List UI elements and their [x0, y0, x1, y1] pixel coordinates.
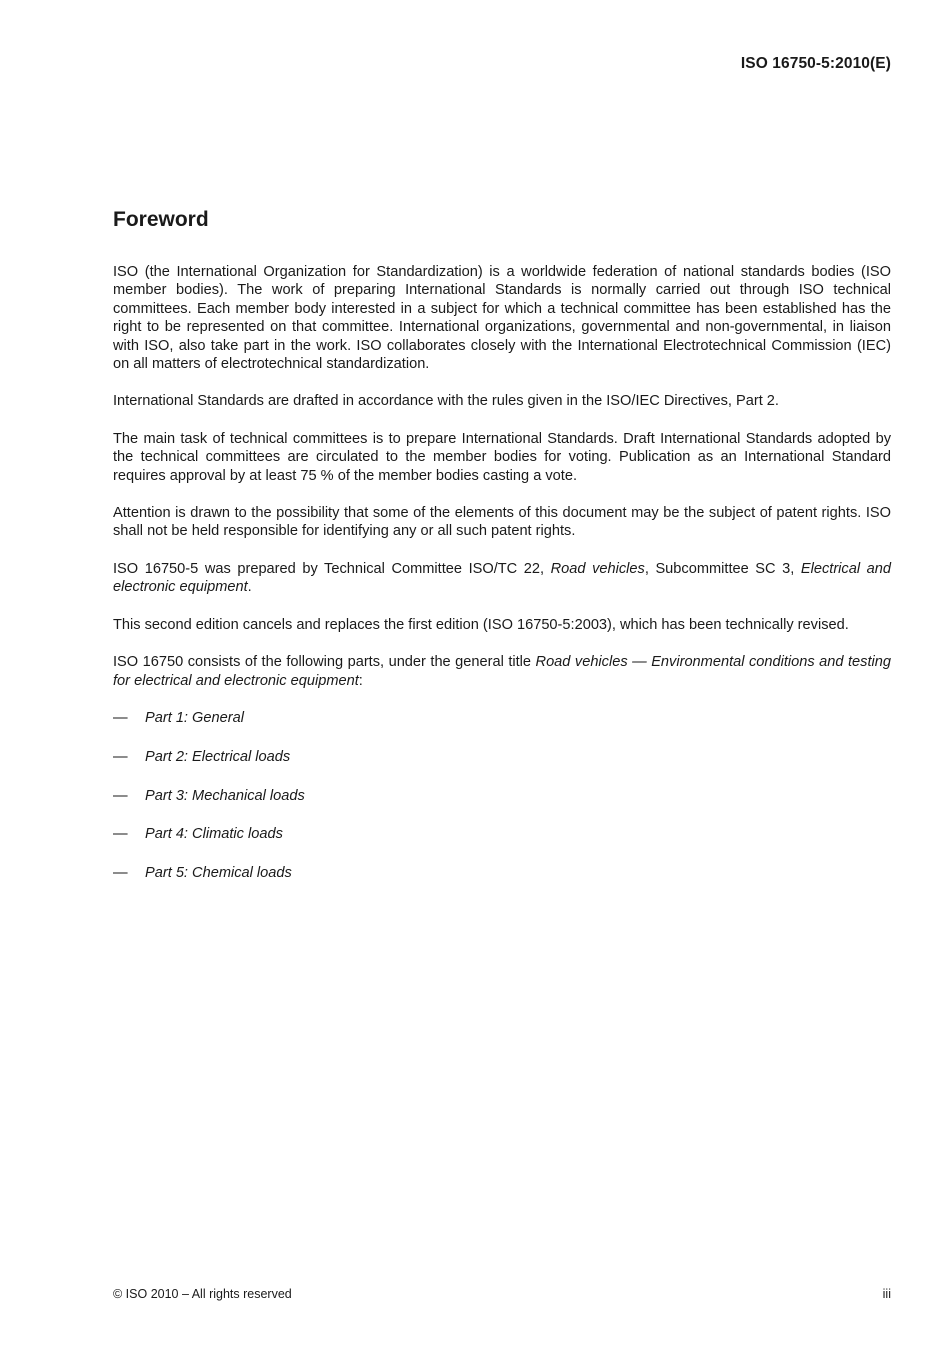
- dash-bullet: —: [113, 826, 128, 843]
- list-item: [113, 748, 891, 766]
- committee-title: Road vehicles: [550, 560, 645, 577]
- subcommittee-text: , Subcommittee SC 3,: [644, 560, 801, 577]
- part-label: Part 4: Climatic loads: [145, 826, 283, 843]
- dash-bullet: —: [113, 748, 128, 765]
- foreword-section: [113, 205, 891, 903]
- prepared-by-end: .: [247, 579, 252, 596]
- part-label: Part 3: Mechanical loads: [145, 787, 305, 804]
- list-item: [113, 825, 891, 843]
- paragraph-main-task: The main task of technical committees is to prepare International Standards. Draft International Standards adopted by the technical committees are circulated to the member bodies for voting. Publication as an International Standard requires approval by at least 75 % of the member bodies casting a vote.: [113, 430, 891, 484]
- paragraph-patent-rights: Attention is drawn to the possibility that some of the elements of this document may be the subject of patent rights. ISO shall not be held responsible for identifying any or all such patent rights.: [113, 505, 891, 540]
- dash-bullet: —: [113, 787, 128, 804]
- part-label: Part 5: Chemical loads: [145, 865, 292, 882]
- list-item: [113, 709, 891, 727]
- part-label: Part 2: Electrical loads: [145, 748, 291, 765]
- general-title: Road vehicles — Environmental conditions and testing for electrical and electronic equipment: [113, 654, 891, 689]
- foreword-title: Foreword: [113, 208, 209, 231]
- dash-bullet: —: [113, 709, 128, 726]
- parts-intro-end: :: [358, 672, 363, 689]
- copyright-notice: © ISO 2010 – All rights reserved: [113, 1287, 292, 1301]
- paragraph-edition: This second edition cancels and replaces the first edition (ISO 16750-5:2003), which has been technically revised.: [113, 616, 849, 633]
- paragraph-directives: International Standards are drafted in accordance with the rules given in the ISO/IEC Directives, Part 2.: [113, 393, 779, 410]
- page-footer: [113, 1287, 891, 1301]
- dash-bullet: —: [113, 865, 128, 882]
- document-id-header: ISO 16750-5:2010(E): [740, 55, 891, 72]
- subcommittee-title: Electrical and electronic equipment: [113, 560, 891, 596]
- page-number: iii: [882, 1287, 891, 1301]
- parts-intro-text: ISO 16750 consists of the following parts, under the general title: [113, 654, 536, 671]
- list-item: [113, 864, 891, 882]
- paragraph-parts-intro: [113, 653, 891, 690]
- paragraph-iso-federation: ISO (the International Organization for Standardization) is a worldwide federation of national standards bodies (ISO member bodies). The work of preparing International Standards is normally carried out through ISO technical committees. Each member body interested in a subject for which a technical committee has been established has the right to be represented on that committee. International organizations, governmental and non-governmental, in liaison with ISO, also take part in the work. ISO collaborates closely with the International Electrotechnical Commission (IEC) on all matters of electrotechnical standardization.: [113, 264, 891, 373]
- prepared-by-text: ISO 16750-5 was prepared by Technical Committee ISO/TC 22,: [113, 560, 551, 577]
- part-label: Part 1: General: [145, 709, 244, 726]
- paragraph-prepared-by: [113, 560, 891, 597]
- list-item: [113, 787, 891, 805]
- parts-list: [113, 709, 891, 883]
